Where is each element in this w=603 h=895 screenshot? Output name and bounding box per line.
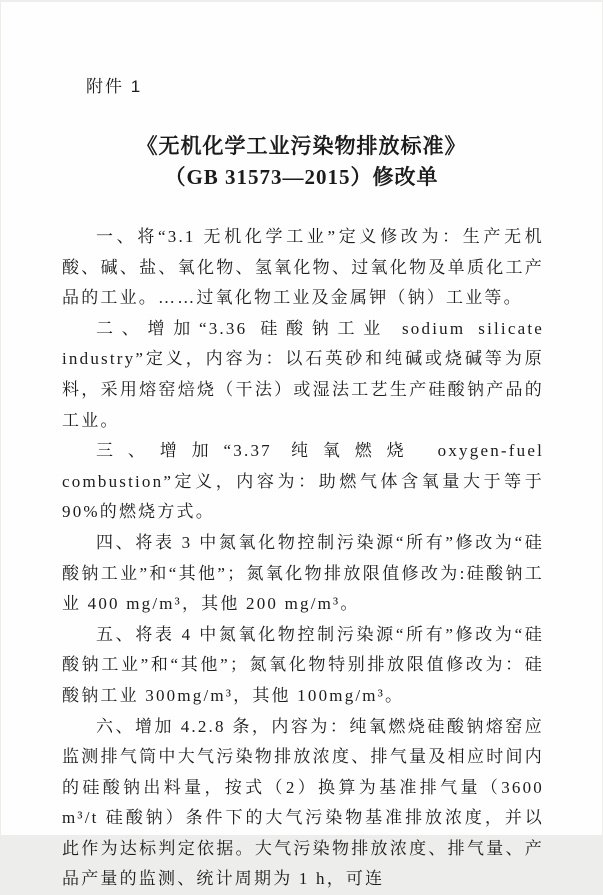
document-title bbox=[1, 131, 602, 193]
paragraph-2: 二、增加“3.36 硅酸钠工业 sodium silicate industry”定义，内容为：以石英砂和纯碱或烧碱等为原料，采用熔窑焙烧（干法）或湿法工艺生产硅酸钠产品的工业。 bbox=[62, 314, 544, 436]
document-title-line-1: 《无机化学工业污染物排放标准》 bbox=[1, 131, 602, 162]
paragraph-4: 四、将表 3 中氮氧化物控制污染源“所有”修改为“硅酸钠工业”和“其他”；氮氧化物排放限值修改为:硅酸钠工业 400 mg/m³，其他 200 mg/m³。 bbox=[62, 528, 544, 620]
document-body bbox=[62, 222, 544, 895]
document-page bbox=[1, 2, 602, 835]
paragraph-3: 三、增加“3.37 纯氧燃烧 oxygen-fuel combustion”定义，内容为：助燃气体含氧量大于等于 90%的燃烧方式。 bbox=[62, 436, 544, 528]
document-title-line-2: （GB 31573—2015）修改单 bbox=[1, 162, 602, 193]
paragraph-5: 五、将表 4 中氮氧化物控制污染源“所有”修改为“硅酸钠工业”和“其他”；氮氧化物特别排放限值修改为：硅酸钠工业 300mg/m³，其他 100mg/m³。 bbox=[62, 620, 544, 712]
attachment-label: 附件 1 bbox=[86, 72, 142, 97]
paragraph-6: 六、增加 4.2.8 条，内容为：纯氧燃烧硅酸钠熔窑应监测排气筒中大气污染物排放浓度、排气量及相应时间内的硅酸钠出料量，按式（2）换算为基准排气量（3600 m³/t 硅酸钠）条件下的大气污染物基准排放浓度，并以此作为达标判定依据。大气污染物排放浓度、排气量、产品产量的监测、统计周期为 1 h，可连 bbox=[62, 712, 544, 895]
paragraph-1: 一、将“3.1 无机化学工业”定义修改为：生产无机酸、碱、盐、氧化物、氢氧化物、过氧化物及单质化工产品的工业。……过氧化物工业及金属钾（钠）工业等。 bbox=[62, 222, 544, 314]
